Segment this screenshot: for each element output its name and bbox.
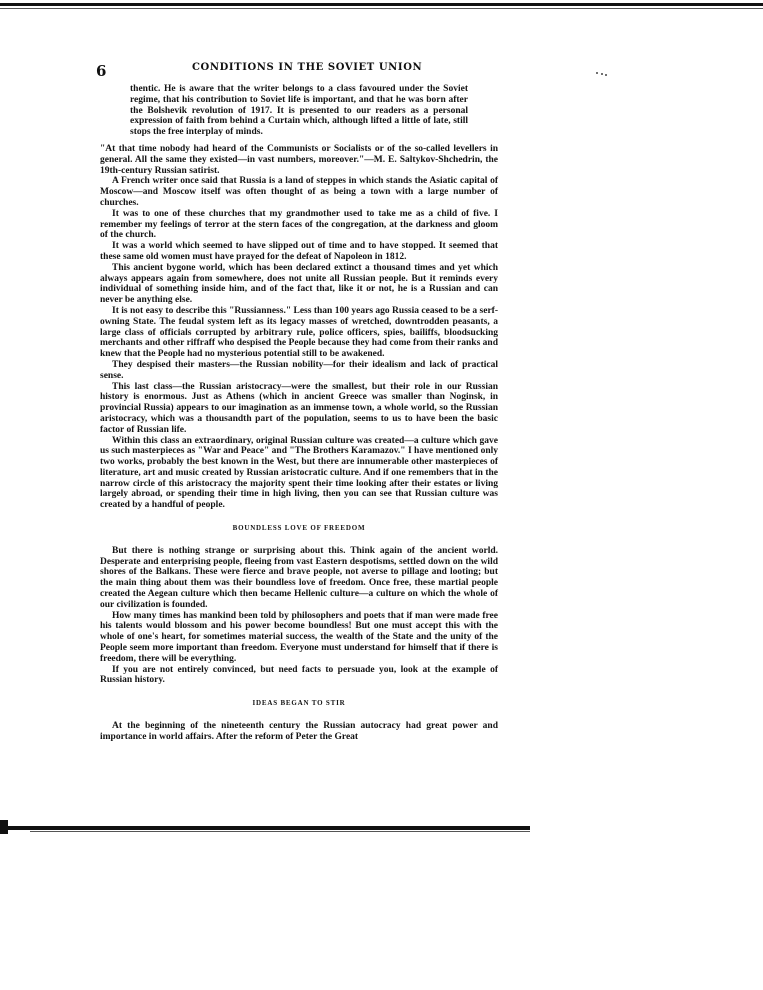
scan-bottom-border: [0, 826, 530, 830]
body-paragraph: This last class—the Russian aristocracy—were the smallest, but their role in our Russian history is enormous. Just as Athens (which in ancient Greece was smaller than Noginsk, in provincial Russia) appears to our imagination as an immense town, a whole world, so the Russian aristocracy, which was a thousandth part of the population, seems to us to have been the basic factor of Russian life.: [100, 381, 498, 435]
article-body: [100, 84, 498, 743]
scan-speck: [596, 72, 608, 75]
body-paragraph: Within this class an extraordinary, original Russian culture was created—a culture which gave us such masterpieces as "War and Peace" and "The Brothers Karamazov." I have mentioned only two works, probably the best known in the West, but there are innumerable other masterpieces of literature, art and music created by Russian aristocratic culture. And if one remembers that in the narrow circle of this aristocracy the majority spent their time looking after their estates or living largely abroad, or spending their time in high living, then you can see that Russian culture was created by a handful of people.: [100, 435, 498, 511]
section-heading: BOUNDLESS LOVE OF FREEDOM: [232, 524, 366, 533]
body-paragraph: It was to one of these churches that my grandmother used to take me as a child of five. I remember my feelings of terror at the stern faces of the congregation, at the darkness and gloom of the church.: [100, 208, 498, 241]
body-paragraph: How many times has mankind been told by philosophers and poets that if man were made free his talents would blossom and his power become boundless! But one must accept this with the whole of one's heart, for sometimes material success, the wealth of the State and the unity of the People seem more important than freedom. Everyone must understand for himself that if there is freedom, there will be everything.: [100, 610, 498, 664]
scan-top-border-thin: [0, 8, 763, 9]
epigraph-quote: "At that time nobody had heard of the Communists or Socialists or of the so-called levellers in general. All the same they existed—in vast numbers, moreover."—M. E. Saltykov-Shchedrin, the 19th-century Russian satirist.: [100, 143, 498, 176]
section-heading: IDEAS BEGAN TO STIR: [252, 699, 346, 708]
body-paragraph: It is not easy to describe this "Russianness." Less than 100 years ago Russia ceased to be a serf-owning State. The feudal system left as its legacy masses of wretched, downtrodden peasants, a large class of officials corrupted by arbitrary rule, police officers, spies, bailiffs, bloodsucking merchants and other riffraff who despised the People because they had come from their ranks and knew that the People had no mysterious potential still to be awakened.: [100, 305, 498, 360]
intro-paragraph: thentic. He is aware that the writer belongs to a class favoured under the Soviet regime, that his contribution to Soviet life is important, and that he was born after the Bolshevik revolution of 1917. It is presented to our readers as a personal expression of faith from behind a Curtain which, although lifted a little of late, still stops the free interplay of minds.: [130, 84, 468, 138]
body-paragraph: It was a world which seemed to have slipped out of time and to have stopped. It seemed that these same old women must have prayed for the defeat of Napoleon in 1812.: [100, 241, 498, 262]
scan-top-border: [0, 3, 763, 6]
body-paragraph: If you are not entirely convinced, but need facts to persuade you, look at the example of Russian history.: [100, 664, 498, 686]
body-paragraph: A French writer once said that Russia is a land of steppes in which stands the Asiatic capital of Moscow—and Moscow itself was often thought of as being a town with a large number of churches.: [100, 176, 498, 208]
body-paragraph: They despised their masters—the Russian nobility—for their idealism and lack of practical sense.: [100, 359, 498, 381]
scan-bottom-border-thin: [30, 831, 530, 832]
body-paragraph: This ancient bygone world, which has been declared extinct a thousand times and yet which always appears again from somewhere, does not unite all Russian people. But it reminds every individual of something inside him, and of the fact that, like it or not, he is a Russian and can never be anything else.: [100, 262, 498, 306]
page-number: 6: [96, 62, 107, 80]
running-head: CONDITIONS IN THE SOVIET UNION: [192, 62, 423, 73]
body-paragraph: At the beginning of the nineteenth century the Russian autocracy had great power and importance in world affairs. After the reform of Peter the Great: [100, 721, 498, 742]
body-paragraph: But there is nothing strange or surprising about this. Think again of the ancient world. Desperate and enterprising people, fleeing from vast Eastern despotisms, settled down on the wild shores of the Balkans. These were fierce and brave people, not averse to pillage and looting; but the main thing about them was their boundless love of freedom. Once free, these martial people created the Aegean culture which then became Hellenic culture—a culture on which the whole of our civilization is founded.: [100, 545, 498, 610]
